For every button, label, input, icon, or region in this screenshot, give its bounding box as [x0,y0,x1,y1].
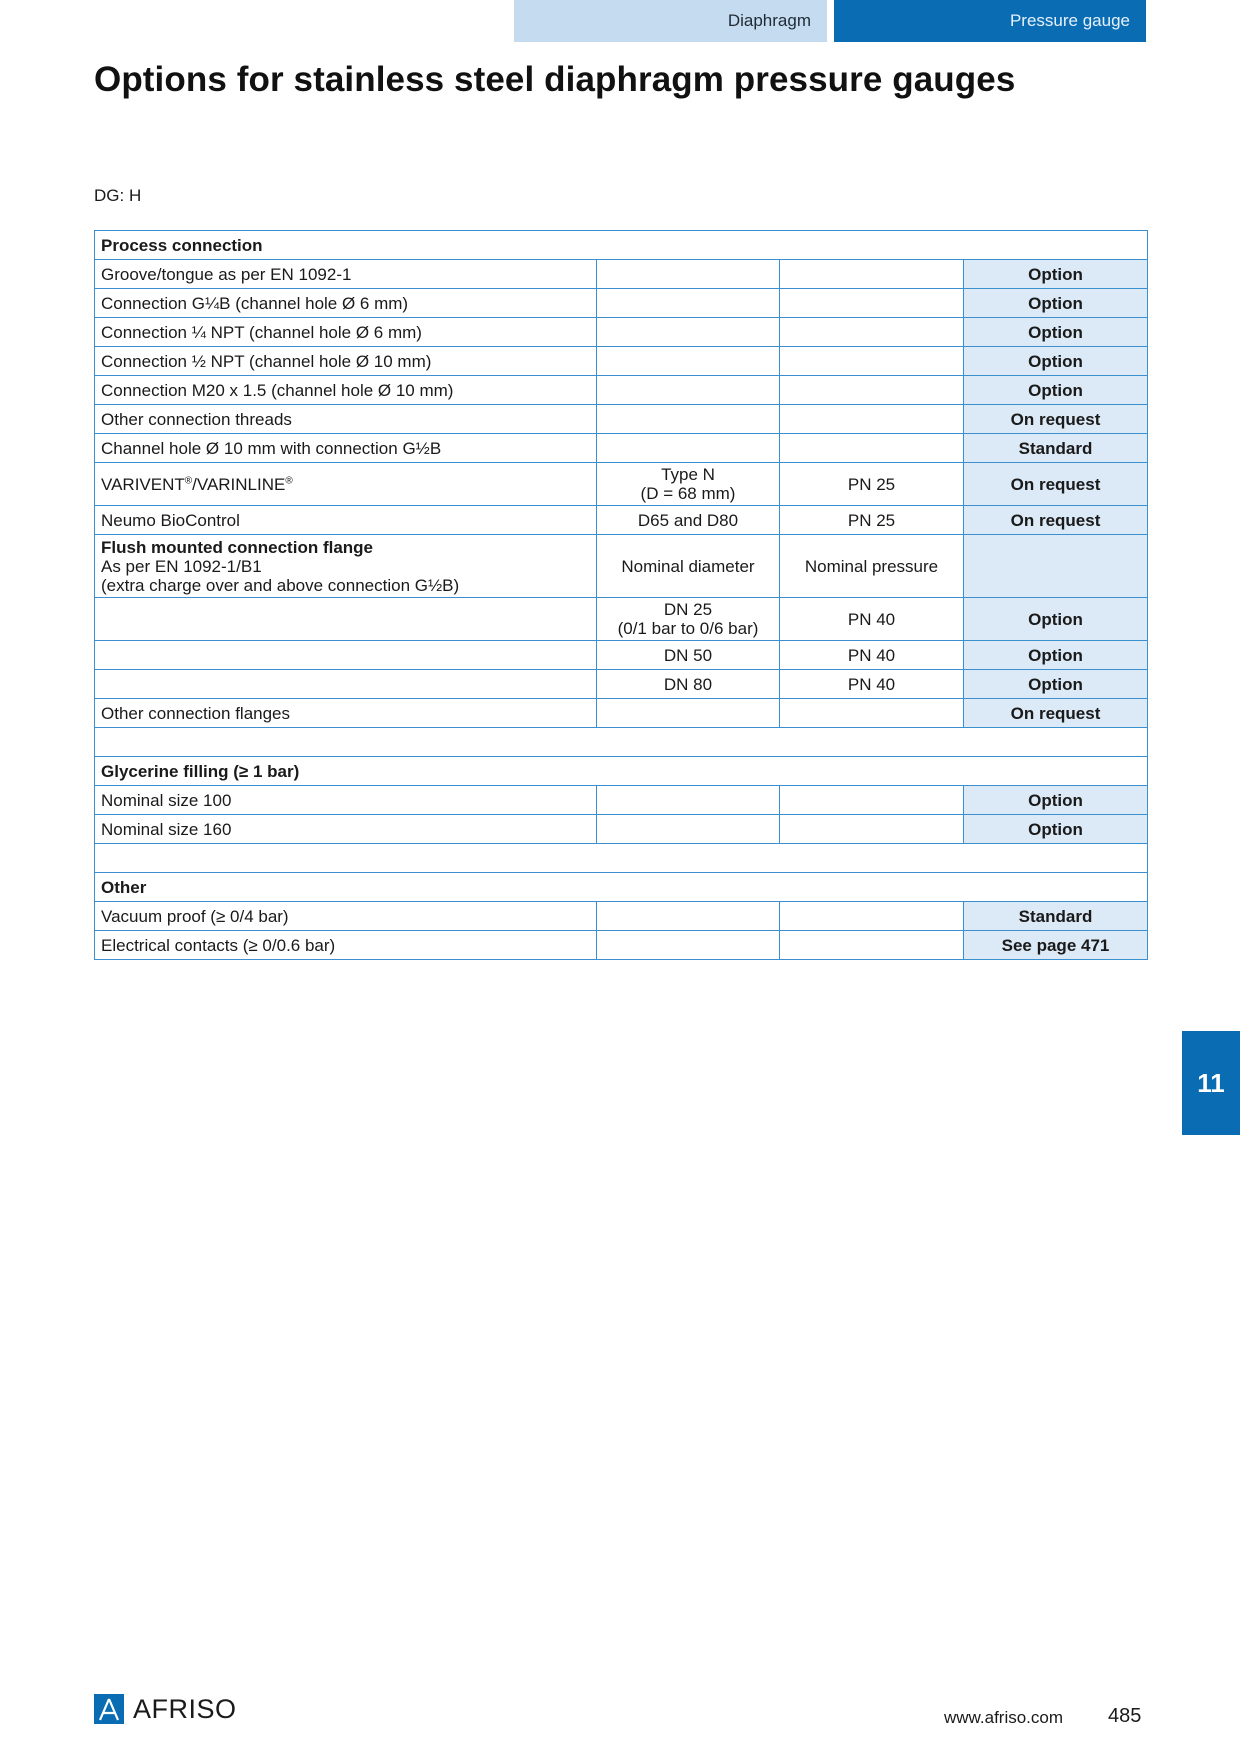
table-row [95,434,1148,463]
row-col3 [780,786,964,815]
row-col2 [597,463,780,506]
table-row [95,289,1148,318]
row-availability: Option [964,376,1148,405]
table-row [95,318,1148,347]
row-label: Other connection flanges [95,699,597,728]
row-label: Connection ½ NPT (channel hole Ø 10 mm) [95,347,597,376]
row-label [95,670,597,699]
row-availability: Option [964,347,1148,376]
flange-description [95,535,597,598]
row-col2 [597,405,780,434]
table-row [95,670,1148,699]
table-row [95,815,1148,844]
row-col2 [597,699,780,728]
diameter-line: (D = 68 mm) [640,484,736,503]
row-availability [964,535,1148,598]
row-availability: Standard [964,902,1148,931]
row-col2 [597,931,780,960]
table-row [95,260,1148,289]
row-label [95,598,597,641]
section-header-process-connection [95,231,1148,260]
table-row [95,641,1148,670]
flange-standard: As per EN 1092-1/B1 [101,556,262,576]
row-col3: PN 40 [780,641,964,670]
chapter-tab[interactable]: 11 [1182,1031,1240,1135]
row-label: Vacuum proof (≥ 0/4 bar) [95,902,597,931]
page-number: 485 [1108,1705,1142,1727]
row-col2 [597,902,780,931]
section-header-flange [95,535,1148,598]
row-col3 [780,434,964,463]
row-availability: On request [964,405,1148,434]
row-col3 [780,347,964,376]
row-col3 [780,376,964,405]
row-availability: Option [964,670,1148,699]
row-col3: PN 40 [780,598,964,641]
row-availability: Option [964,289,1148,318]
spacer-row [95,844,1148,873]
row-col3: PN 25 [780,506,964,535]
varivent-name: VARIVENT [101,474,185,494]
logo-text: AFRISO [133,1693,237,1724]
dn-line: DN 25 [663,600,713,619]
row-label: Neumo BioControl [95,506,597,535]
footer-url-link[interactable]: www.afriso.com [944,1708,1064,1727]
row-label: Electrical contacts (≥ 0/0.6 bar) [95,931,597,960]
table-row [95,931,1148,960]
registered-mark: ® [285,474,293,486]
row-availability: Option [964,815,1148,844]
range-line: (0/1 bar to 0/6 bar) [617,619,759,638]
table-row [95,506,1148,535]
row-availability: Option [964,260,1148,289]
row-col2 [597,376,780,405]
row-col3 [780,405,964,434]
page-reference-link[interactable]: See page 471 [964,931,1148,960]
table-row [95,902,1148,931]
row-col3 [780,699,964,728]
model-label: DG: H [94,186,142,205]
row-availability: Option [964,786,1148,815]
section-header-other [95,873,1148,902]
row-col3 [780,815,964,844]
table-row [95,347,1148,376]
varinline-name: /VARINLINE [192,474,286,494]
table-row [95,463,1148,506]
row-label: Groove/tongue as per EN 1092-1 [95,260,597,289]
afriso-logo [94,1694,237,1724]
row-col2 [597,434,780,463]
row-label: Connection G¼B (channel hole Ø 6 mm) [95,289,597,318]
section-title: Process connection [95,231,1148,260]
registered-mark: ® [184,474,193,486]
row-availability: Standard [964,434,1148,463]
section-title: Glycerine filling (≥ 1 bar) [95,757,1148,786]
row-col3: PN 25 [780,463,964,506]
row-col2 [597,318,780,347]
row-availability: Option [964,318,1148,347]
afriso-triangle-logo-icon [94,1694,124,1724]
row-label: Channel hole Ø 10 mm with connection G½B [95,434,597,463]
row-col3 [780,260,964,289]
column-header-nominal-pressure: Nominal pressure [780,535,964,598]
row-col2: DN 50 [597,641,780,670]
row-availability: Option [964,641,1148,670]
row-col2 [597,786,780,815]
tab-diaphragm[interactable]: Diaphragm [514,0,827,42]
row-label: Nominal size 100 [95,786,597,815]
row-label [95,641,597,670]
row-label: Nominal size 160 [95,815,597,844]
section-title: Other [95,873,1148,902]
row-col3: PN 40 [780,670,964,699]
table-row [95,699,1148,728]
row-col2 [597,598,780,641]
row-availability: Option [964,598,1148,641]
table-row [95,786,1148,815]
row-availability: On request [964,463,1148,506]
row-col3 [780,289,964,318]
options-table [94,230,1148,960]
column-header-nominal-diameter: Nominal diameter [597,535,780,598]
row-col2 [597,347,780,376]
row-availability: On request [964,699,1148,728]
row-availability: On request [964,506,1148,535]
row-col3 [780,318,964,347]
page-title: Options for stainless steel diaphragm pressure gauges [94,60,1016,99]
spacer-row [95,728,1148,757]
section-header-glycerine [95,757,1148,786]
table-row [95,376,1148,405]
flange-title: Flush mounted connection flange [101,537,373,557]
row-col2: D65 and D80 [597,506,780,535]
table-row [95,405,1148,434]
row-label: Connection ¼ NPT (channel hole Ø 6 mm) [95,318,597,347]
spacer-cell [95,844,1148,873]
spacer-cell [95,728,1148,757]
row-label: Connection M20 x 1.5 (channel hole Ø 10 mm) [95,376,597,405]
row-col3 [780,902,964,931]
tab-pressure-gauge[interactable]: Pressure gauge [834,0,1146,42]
type-line: Type N [661,465,715,484]
row-col2 [597,260,780,289]
flange-note: (extra charge over and above connection G½B) [101,575,460,595]
row-col2: DN 80 [597,670,780,699]
row-col3 [780,931,964,960]
row-label [95,463,597,506]
row-col2 [597,815,780,844]
table-row [95,598,1148,641]
row-col2 [597,289,780,318]
row-label: Other connection threads [95,405,597,434]
